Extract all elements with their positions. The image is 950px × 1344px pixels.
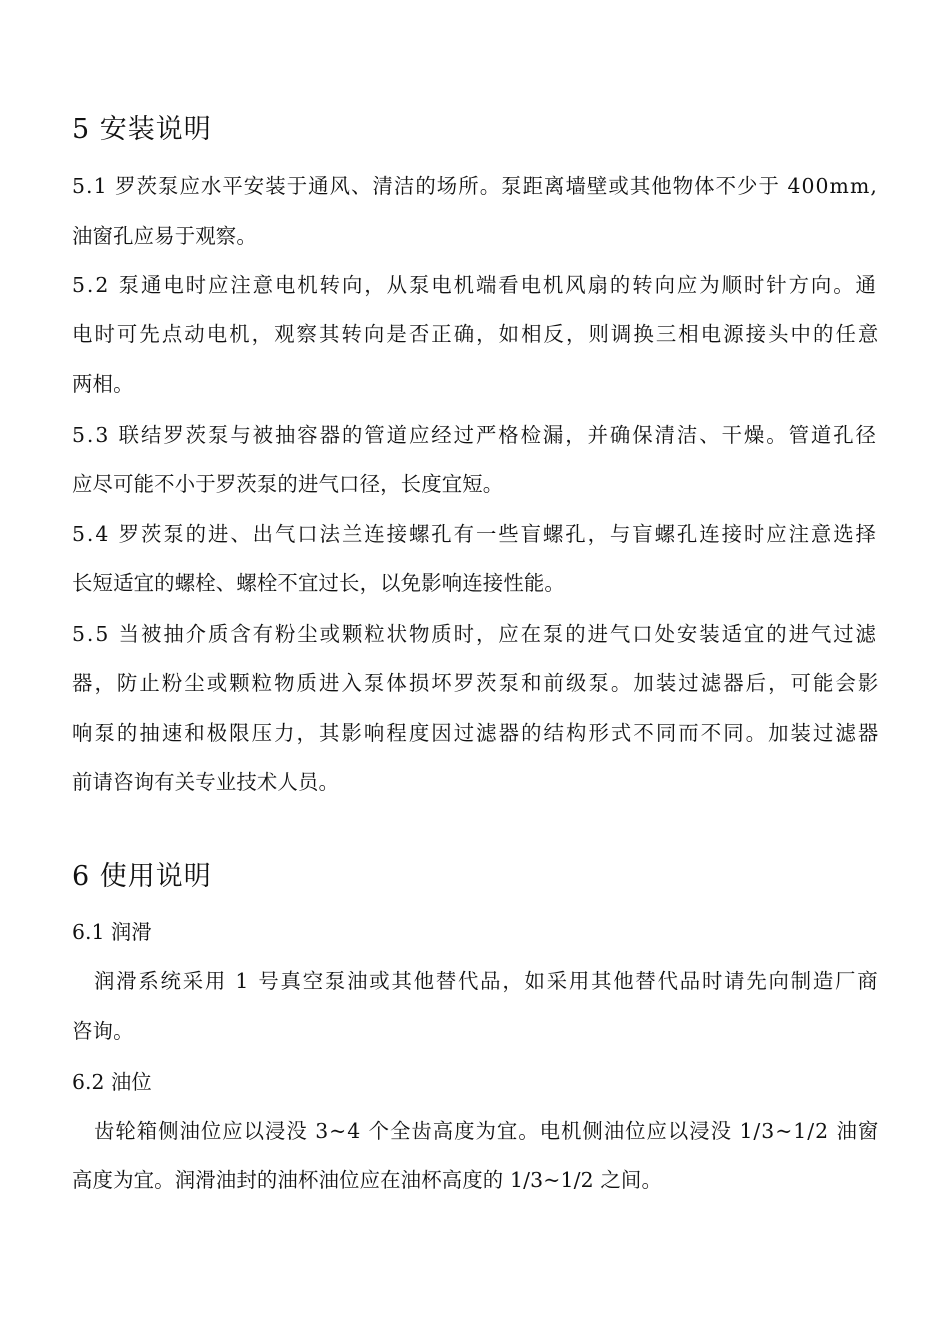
section-5-3-line-1: 5.3 联结罗茨泵与被抽容器的管道应经过严格检漏，并确保清洁、干燥。管道孔径 <box>72 423 878 447</box>
section-5-5-line-3: 响泵的抽速和极限压力，其影响程度因过滤器的结构形式不同而不同。加装过滤器 <box>72 721 881 745</box>
section-5-4-line-1: 5.4 罗茨泵的进、出气口法兰连接螺孔有一些盲螺孔，与盲螺孔连接时应注意选择 <box>72 522 878 546</box>
section-6-2-line-1: 齿轮箱侧油位应以浸没 3~4 个全齿高度为宜。电机侧油位应以浸没 1/3~1/2 油窗 <box>94 1119 880 1143</box>
section-5-5-line-2: 器，防止粉尘或颗粒物质进入泵体损坏罗茨泵和前级泵。加装过滤器后，可能会影 <box>72 671 881 695</box>
section-5-2-line-3: 两相。 <box>72 372 134 396</box>
section-6-1-line-2: 咨询。 <box>72 1019 134 1043</box>
section-5-2-line-2: 电时可先点动电机，观察其转向是否正确，如相反，则调换三相电源接头中的任意 <box>72 322 881 346</box>
section-6-heading: 6 使用说明 <box>72 861 212 892</box>
section-5-5-line-4: 前请咨询有关专业技术人员。 <box>72 770 340 794</box>
section-6-1-line-1: 润滑系统采用 1 号真空泵油或其他替代品，如采用其他替代品时请先向制造厂商 <box>94 969 880 993</box>
section-5-3-line-2: 应尽可能不小于罗茨泵的进气口径，长度宜短。 <box>72 472 504 496</box>
section-6-2-line-2: 高度为宜。润滑油封的油杯油位应在油杯高度的 1/3~1/2 之间。 <box>72 1168 663 1192</box>
section-5-4-line-2: 长短适宜的螺栓、螺栓不宜过长，以免影响连接性能。 <box>72 571 565 595</box>
section-6-1-title: 6.1 润滑 <box>72 920 152 944</box>
section-5-5-line-1: 5.5 当被抽介质含有粉尘或颗粒状物质时，应在泵的进气口处安装适宜的进气过滤 <box>72 622 878 646</box>
section-6-2-title: 6.2 油位 <box>72 1070 152 1094</box>
section-5-1-line-1: 5.1 罗茨泵应水平安装于通风、清洁的场所。泵距离墙壁或其他物体不少于 400mm, <box>72 174 878 198</box>
section-5-1-line-2: 油窗孔应易于观察。 <box>72 224 257 248</box>
section-5-heading: 5 安装说明 <box>72 114 212 145</box>
section-5-2-line-1: 5.2 泵通电时应注意电机转向，从泵电机端看电机风扇的转向应为顺时针方向。通 <box>72 273 878 297</box>
